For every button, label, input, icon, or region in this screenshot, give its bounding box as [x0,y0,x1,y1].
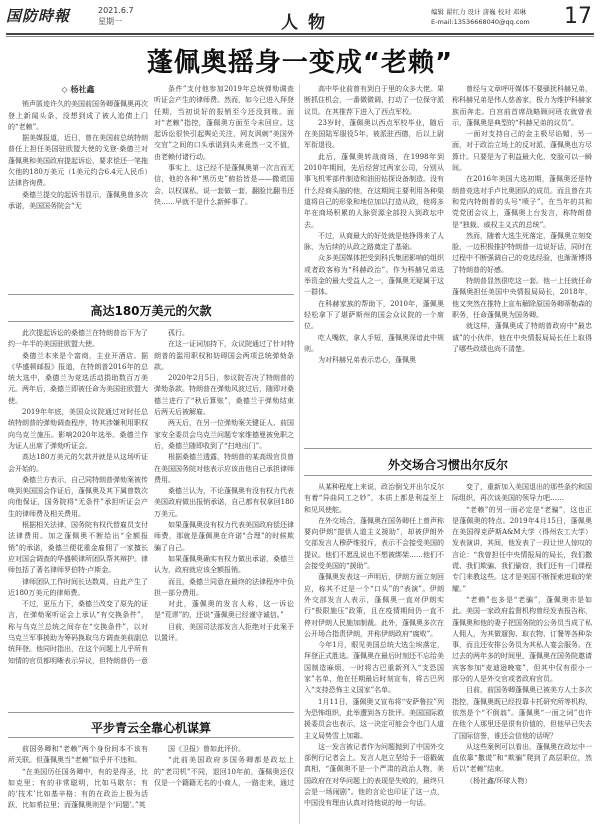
article-paragraph: 桑德兰方表示，自己同特朗普弹劾案被传唤到美国国会作证后，蓬佩奥及其下属曾数次向他保证，国务院将“无条件”承担听证会产生的律师费及相关费用。 [8,475,148,518]
article-column [154,328,294,713]
editor-names: 编辑 翟红力 设计 唐巍 校对 邓琳 [431,8,526,16]
article-paragraph: 条件”支付他参加2019年总统弹劾调查听证会产生的律师费。然而，如今已进入拜登任期，当初说好的报销至今还没到账。面对“老赖”指控，蓬佩奥方面至今未回应。这起诉讼很快引起舆论关注，网友讽刺“美国外交官”之间的口头承诺到头来竟然一文不值，由老赖付诸行动。 [154,85,294,161]
article-paragraph: 孤行。 [168,329,189,337]
page-number: 17 [564,4,592,29]
article-column [8,328,148,713]
article-paragraph: 在这一证词加持下，众议院通过了针对特朗普的滥用职权和妨碍国会两项总统弹劾条款。 [154,340,294,371]
article-paragraph: 这一发言被记者作为问题抛到了中国外交部例行记者会上。发言人赵立坚给予一语戳破真相，“蓬佩奥不是一个严肃的政治人物，美国政府在对华问题上的表现是失败的，最终只会是一场闹剧”。他的言论也印证了这一点，中国没有理由认真对待他说的每一句话。 [304,742,444,808]
article-paragraph: 在科赫家族的帮助下，2010年，蓬佩奥轻松拿下了堪萨斯州的国会众议院的一个席位。 [304,299,444,331]
article-paragraph: 律师团队工作时间长达数周，自此产生了近180万美元的律师费。 [8,577,148,597]
article-paragraph: 高中毕业前曾有到白于里的众多大佬。果断抓住机会，一番微微调，打动了一位保守派议员。在其推荐下进入了西点军校。 [304,85,444,116]
article-paragraph: 桑德兰认为，不论蓬佩奥有没有权力代表美国政府做出报销承诺，自己都有权拿回180万美元。 [154,487,294,518]
article-paragraph: 国《卫报》曾如此评价。 [168,745,245,753]
article-column [154,84,294,290]
masthead [6,4,594,34]
subhead-diplomacy: 外交场合习惯出尔反尔 [387,458,508,472]
issue-date: 2021.6.7 [98,6,134,15]
article-column [154,744,294,824]
article-paragraph: 不过，更压力下，桑德兰改变了原先的证言，在弹劾案听证会上承认“有交换条件”，称与乌克兰总统之间存在“交换条件”，以对乌克兰军事援助为筹码换取乌方调查美前副总统拜登。他同时指出，在这个问题上儿乎所有知情的官员都明晰表示异议，但特朗普仍一意 [8,600,148,665]
article-paragraph: 一面对支持自己的金主极尽谄媚，另一面，对于政治立场上的反对派，蓬佩奥也方尽算计。只要是为了利益最大化，变脸可以一瞬间。 [452,130,592,173]
subhead-rule [8,294,294,295]
subhead-rule [8,321,294,322]
article-column [452,482,592,824]
article-paragraph: 为对科赫兄弟表示忠心，蓬佩奥 [318,356,416,365]
editor-email: E-mail:13536668040@qq.com [431,18,530,26]
article-paragraph: 如果蓬佩奥确实有权力做出承诺，桑德兰认为，政府就应该全额报销。 [154,554,294,575]
article-paragraph: 如果蓬佩奥没有权力代表美国政府偿还律师费，那就是蓬佩奥在许诺“合理”的时候欺骗了自己。 [154,521,294,552]
article-paragraph: 然而，随着大选生死落定，蓬佩奥立刻变脸，一边积极推护特朗普一边说好话，同时在过程中不断强调自己的竞选经验，也渐渐博得了特朗普的好感。 [452,231,592,274]
article-paragraph: 2020年2月5日，参议院否决了特朗普的弹劾条款。特朗普在弹劾风波过后，随即对桑德兰进行了“秋后算账”，桑德兰于弹劾结束后两天后被解雇。 [154,374,294,417]
article-paragraph: 根据桑德兰透露，特朗普的某高级官员曾在美国国务院对他表示应该由他自己承担律师费用。 [154,453,294,484]
byline: ◇ 杨社鑫 [8,84,148,95]
article-paragraph: 不过，从商最大的好处就是他挣得来了人脉，为后续的从政之路奠定了基础。 [304,231,444,252]
article-paragraph: （杨社鑫/环球人物） [466,776,532,785]
article-paragraph: 特朗普显然很吃这一套。他一上任就任命蓬佩奥担任美国中央情报局局长，2018年，他又突然在推特上宣布解除原国务卿蒂勒森的职务，任命蓬佩奥为国务卿。 [452,277,592,319]
article-paragraph: 吃人嘴软，拿人手短，蓬佩奥深谙此中规则。 [304,333,444,353]
article-paragraph: 众多美国媒体把受到科氏集团影响的组织或者政客称为“科赫政治”。作为科赫兄弟选举资金的最大受益人之一，蓬佩奥无疑属于这一群体。 [304,254,444,297]
article-paragraph: 1月11日，蓬佩奥又宣布将“安萨鲁拉”列为恐怖组织，此举遭到各方批评。美国国际救援委员会也表示，这一决定可能会令也门人道主义局势雪上加霜。 [304,697,444,740]
article-column [304,84,444,446]
article-paragraph: 2019年年底，美国众议院通过对时任总统特朗普的弹劾调查程序，特其涉嫌利用职权向乌克兰施压。影响2020年选举。桑德兰作为证人出席了弹劾听证会。 [8,408,148,450]
section-title: 人物 [281,13,335,33]
article-paragraph: 事实上，这已经不是蓬佩奥第一次言而无信，他的各种“黑历史”俯拾皆是——撒谎国会，以权谋私，说一套做一套，翻脸比翻书还快……早就不是什么新鲜事了。 [154,164,294,206]
article-column [304,482,444,824]
article-column [452,84,592,446]
subhead-debt: 高达180万美元的欠款 [90,304,212,318]
article-paragraph: 目前，美国司法部发言人拒绝对于此案予以置评。 [154,622,294,643]
article-paragraph: 前国务卿和“老赖”两个身份间本不该有所关联。但蓬佩奥当“老赖”似乎并不违和。 [8,745,148,765]
article-paragraph: 据美媒报道，近日，曾在美国前总统特朗普任上担任美国驻欧盟大使的戈登·桑德兰对蓬佩奥和美国政府提起诉讼，要求偿还一笔拖欠他的180万美元（1美元约合6.4元人民币）法律咨询费。 [8,134,148,188]
article-paragraph: 高达180万美元的欠款并就是从这场听证会开始的。 [8,453,148,473]
date-block [98,5,134,27]
masthead-rule [6,33,594,35]
article-paragraph: 目前，前国务卿蓬佩奥已被美方人士多次指控，蓬佩奥既已经投靠卡托研究所等机构，依然是个“不倒翁”。蓬佩奥“一面之词”也许在他个人那里还是很有价值的，但他早已失去了国际信誉，谁还会信他的话呢？ [452,686,592,740]
article-paragraph: 在外交场合，蓬佩奥在国务卿任上曾声称要向伊朗“提供人道主义援助”，却被伊朗外交部发言人穆萨维驳斥，表示不会接受美国的提议。他们不愿乱说也不想被绑架……他们不会接受美国的“援助”。 [304,516,444,571]
article-paragraph: “在美国历任国务卿中，有的是得圣，比如克里；有的非常聪明，比如马歇尔；有的‘技术’比如基辛格；有的在政治上极为活跃，比如希拉里；而蓬佩奥则是个‘问题’。”英 [8,767,148,810]
article-paragraph: 桑德兰本来是个富商，主业开酒店。据《华盛顿邮报》报道，在特朗普2016年的总统大选中，桑德兰为竞选活动捐助数百万美元。两年后，桑德兰即被任命为美国驻欧盟大使。 [8,351,148,405]
article-paragraph: 对此，蓬佩奥的发言人称，这一诉讼是“荒谬”的，还说“蓬佩奥已经谨守诚信。” [154,600,294,620]
masthead-rule-thin [6,36,594,37]
article-paragraph: 根据相关法律，国务院有权代替雇员支付法律费用。加之蓬佩奥不断给出“全额报销”的承诺，桑德兰便花重金雇佣了一家擅长应对国会调查的华盛顿律所团队帮其辩护。律师包括了著名律师罗伯特·卢斯金。 [8,521,148,575]
article-paragraph: 桑德兰提交的起诉书显示，蓬佩奥曾多次承诺，美国国务院会“无 [8,190,148,210]
column-divider [299,84,300,824]
subhead-rule [304,475,592,476]
article-paragraph: 此次提起诉讼的桑德兰在特朗普治下为了约一年半的美国驻欧盟大使。 [8,329,148,349]
article-paragraph: 就这样，蓬佩奥成了特朗普政府中“最忠诚”的小伙伴，他在中央情报局局长任上取得了哪些政绩也尚不清楚。 [452,322,592,353]
article-paragraph: 23岁时，蓬佩奥以西点军校毕业，随后在美国陆军服役5年。被派驻西德，后以上尉军衔退役。 [304,118,444,150]
article-paragraph: 此后，蓬佩奥转战商场，在1998年到2010年期间，先后经营过两家公司，分别从事飞机零部件制造和油田钻探设备制造。没有什么经商头脑的他，在这期间主要利用各种渠道将自己的形象和地位加以打造从政，他将多年在商场积累的人脉资源全部投入到政坛中去。 [304,152,444,229]
article-paragraph: 在2016年美国大选初期，蓬佩奥还是特朗普竞选对手卢比奥团队的成员。而且曾在共和党内特朗普的头号“喷子”。在当年的共和党党团会议上，蓬佩奥上台发言，称特朗普是“独裁、威权主义式的总统”。 [452,175,592,229]
editor-credits [431,7,530,27]
article-column [8,84,148,290]
article-paragraph: 两天后，在另一位弹劾案关键证人、前国家安全委员会乌克兰问题专家维德曼被免职之后，桑德兰随即收到了“扫地出门”。 [154,419,294,450]
article-headline: 蓬佩奥摇身一变成“老赖” [146,48,454,78]
article-paragraph: “老赖”的另一面必定是“老骗”，这也正是蓬佩奥的特点。2019年4月15日，蓬佩奥在美国得克萨斯A&M大学（得州农工大学）发表演讲，其间，他发表了一段让世人惊叹的言论：“我曾担任中央情报局的局长，我们撒谎、我们欺骗、我们偷窃，我们还有一门课程专门来教这些。这才是美国不断探索进取的荣耀。” [452,505,592,593]
article-paragraph: 变了，重新加入美国退出的那些条约和国际组织，再次谈美国的领导力吧…… [452,483,592,503]
article-paragraph: 曾经与文章呼吁媒体不要骚扰科赫兄弟，称科赫兄弟是伟人慈善家，极力为维护科赫家族而奔走。白宫前首席战略顾问班农就曾表示，蓬佩奥是典型的“科赫兄弟的议员”。 [452,85,592,127]
newspaper-logo: 国防時報 [6,7,71,25]
article-paragraph: “老赖”也多是“老骗”，蓬佩奥亦是如此。美国一家政府监督机构曾经发表报告称，蓬佩奥和他的妻子把国务院的公务员当成了私人佣人，为其做遛狗、取衣物、订餐等各种杂事，而且还安排公务员为其私人宴会服务。在过去的两年多的时间里，蓬佩奥在国务院邀请宾客参加“麦迪逊晚宴”，但其中仅有很小一部分的人是外交官或者政府官员。 [452,595,592,684]
subhead-rule [304,448,592,449]
subhead-rule [8,712,294,713]
article-paragraph: 今年1月，眼见美国总统大选尘埃落定，拜登正式胜选。蓬佩奥在最后时刻还不忘给美国制造麻烦，一时将古巴重新列入“支恐国家”名单，他在任期最后时刻宣布，将古巴列入“支持恐怖主义国家”名单。 [304,641,444,695]
article-paragraph: 销声匿迹许久的美国前国务卿蓬佩奥再次登上新闻头条，没想到成了被人追债上门的“老赖”。 [8,100,148,131]
issue-weekday: 星期一 [98,17,122,26]
article-column [8,744,148,824]
article-paragraph: 而且，桑德兰同意在最终的法律程序中负担一部分费用。 [154,577,294,597]
article-paragraph: 从这些案例可以看出，蓬佩奥在政坛中一直依靠“撒谎”和“欺骗”爬到了高层职位，然后以“老赖”结束。 [452,742,592,774]
subhead-rule [8,737,294,738]
article-paragraph: 蓬佩奥发表这一声明后，伊朗方面立刻回应，称其不过是一个“口头”的“表演”。伊朗外交部发言人表示，蓬佩奥一直对伊朗实行“极限施压”政策，且在疫情期间仍一直不停对伊朗人民施加制裁。此外，蓬佩奥多次在公开场合指责伊朗，并称伊朗政府“腐败”。 [304,573,444,638]
article-paragraph: 从某种程度上来说，政治倒戈并出尔反尔有着“异曲同工之妙”，本质上都是利益至上和见风使舵。 [304,483,444,514]
article-paragraph: “此前美国政府多国务卿都是政坛上的“老司机”不同，退回10年前，蓬佩奥还仅仅是一个籍籍无名的小商人，一路走来，通过 [154,756,294,787]
subhead-career: 平步青云全靠心机谋算 [90,721,211,735]
